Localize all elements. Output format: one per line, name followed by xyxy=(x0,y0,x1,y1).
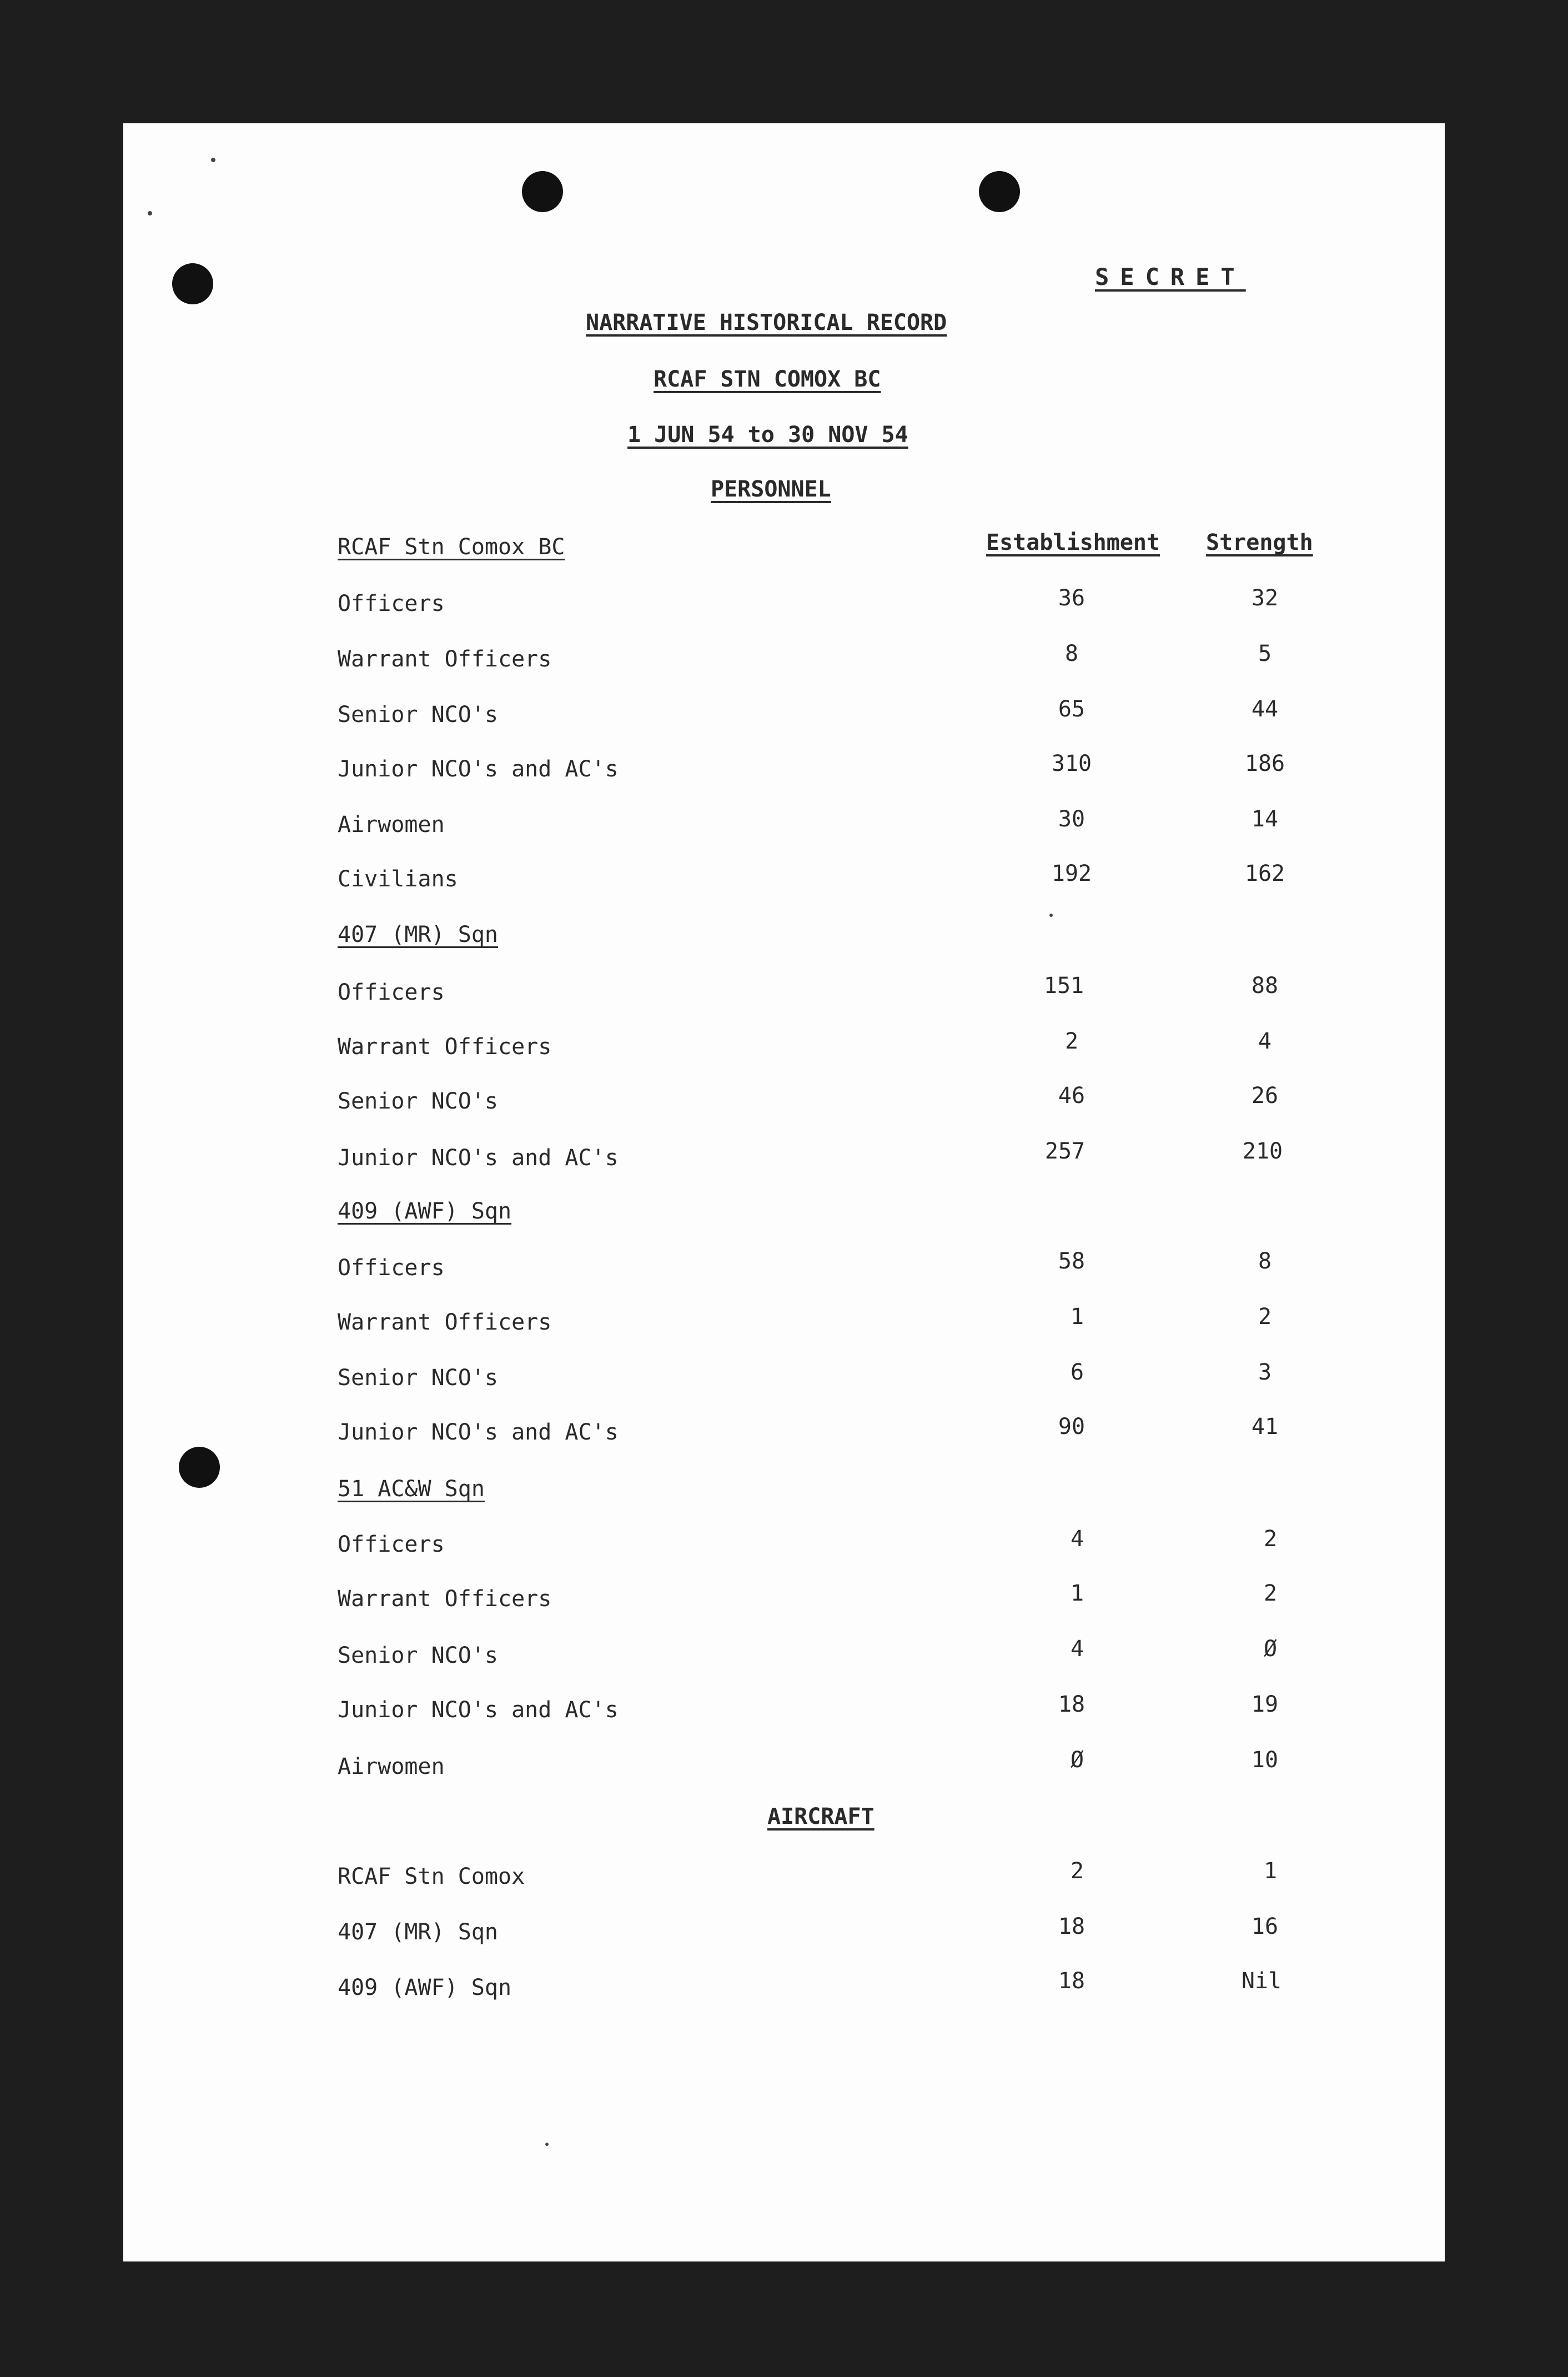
strength-value: 1 xyxy=(1263,1858,1278,1884)
strength-value: 32 xyxy=(1251,585,1279,611)
strength-value: 186 xyxy=(1244,751,1285,776)
speck xyxy=(148,211,152,215)
establishment-value: 18 xyxy=(1058,1914,1085,1939)
record-title: NARRATIVE HISTORICAL RECORD xyxy=(586,310,947,335)
punch-hole-icon xyxy=(179,1447,220,1488)
punch-hole-icon xyxy=(172,263,213,304)
row-label: Warrant Officers xyxy=(338,646,552,672)
section-title: 407 (MR) Sqn xyxy=(338,922,498,947)
establishment-value: 310 xyxy=(1051,751,1092,776)
row-label: Junior NCO's and AC's xyxy=(338,1697,619,1723)
strength-value: Ø xyxy=(1263,1636,1278,1662)
section-title: 409 (AWF) Sqn xyxy=(338,1198,512,1224)
punch-hole-icon xyxy=(979,171,1020,212)
strength-value: 88 xyxy=(1251,973,1279,999)
establishment-value: 46 xyxy=(1058,1083,1085,1109)
strength-value: 26 xyxy=(1251,1083,1279,1109)
strength-value: 44 xyxy=(1251,696,1279,722)
strength-value: 10 xyxy=(1251,1747,1279,1773)
establishment-value: 151 xyxy=(1043,973,1084,999)
establishment-value: 1 xyxy=(1070,1304,1084,1330)
establishment-value: 36 xyxy=(1058,585,1085,611)
strength-value: 14 xyxy=(1251,806,1279,832)
strength-value: 8 xyxy=(1258,1248,1272,1274)
establishment-value: 2 xyxy=(1064,1029,1079,1054)
establishment-value: 58 xyxy=(1058,1248,1085,1274)
section-title: 51 AC&W Sqn xyxy=(338,1476,485,1502)
strength-value: Nil xyxy=(1241,1968,1282,1994)
speck xyxy=(211,158,215,162)
establishment-value: 192 xyxy=(1051,861,1092,886)
row-label: Airwomen xyxy=(338,1754,445,1779)
row-label: Civilians xyxy=(338,866,458,892)
period-title: 1 JUN 54 to 30 NOV 54 xyxy=(627,422,908,448)
establishment-value: 18 xyxy=(1058,1692,1085,1717)
establishment-value: 18 xyxy=(1058,1968,1085,1994)
row-label: Senior NCO's xyxy=(338,1089,498,1114)
strength-column-header: Strength xyxy=(1206,530,1313,555)
secret-mark: SECRET xyxy=(1095,263,1246,290)
aircraft-title: AIRCRAFT xyxy=(767,1804,875,1829)
row-label: Warrant Officers xyxy=(338,1034,552,1060)
personnel-title: PERSONNEL xyxy=(711,477,831,502)
establishment-value: 8 xyxy=(1064,641,1079,666)
aircraft-row-label: RCAF Stn Comox xyxy=(338,1864,525,1889)
strength-value: 3 xyxy=(1258,1360,1272,1385)
strength-value: 2 xyxy=(1263,1526,1278,1552)
row-label: Junior NCO's and AC's xyxy=(338,1145,619,1171)
establishment-value: 4 xyxy=(1070,1526,1084,1552)
establishment-value: 257 xyxy=(1044,1139,1085,1164)
speck xyxy=(1049,914,1053,917)
establishment-value: 4 xyxy=(1070,1636,1084,1662)
station-title: RCAF STN COMOX BC xyxy=(654,367,881,392)
establishment-column-header: Establishment xyxy=(986,530,1160,555)
establishment-value: 65 xyxy=(1058,696,1085,722)
strength-value: 2 xyxy=(1258,1304,1272,1330)
establishment-value: 90 xyxy=(1058,1414,1085,1440)
section-title: RCAF Stn Comox BC xyxy=(338,534,565,560)
establishment-value: 6 xyxy=(1070,1360,1084,1385)
establishment-value: 30 xyxy=(1058,806,1085,832)
strength-value: 16 xyxy=(1251,1914,1279,1939)
row-label: Officers xyxy=(338,1532,445,1557)
strength-value: 4 xyxy=(1258,1029,1272,1054)
row-label: Warrant Officers xyxy=(338,1586,552,1612)
punch-hole-icon xyxy=(522,171,563,212)
row-label: Senior NCO's xyxy=(338,1643,498,1668)
strength-value: 19 xyxy=(1251,1692,1279,1717)
row-label: Officers xyxy=(338,980,445,1005)
strength-value: 5 xyxy=(1258,641,1272,666)
row-label: Warrant Officers xyxy=(338,1310,552,1335)
row-label: Junior NCO's and AC's xyxy=(338,1420,619,1445)
row-label: Airwomen xyxy=(338,812,445,838)
strength-value: 162 xyxy=(1244,861,1285,886)
row-label: Senior NCO's xyxy=(338,702,498,728)
establishment-value: Ø xyxy=(1070,1747,1084,1773)
strength-value: 41 xyxy=(1251,1414,1279,1440)
speck xyxy=(545,2143,549,2146)
strength-value: 2 xyxy=(1263,1581,1278,1606)
row-label: Officers xyxy=(338,591,445,616)
row-label: Junior NCO's and AC's xyxy=(338,756,619,782)
strength-value: 210 xyxy=(1242,1139,1283,1164)
row-label: Senior NCO's xyxy=(338,1365,498,1391)
aircraft-row-label: 409 (AWF) Sqn xyxy=(338,1975,512,2000)
establishment-value: 1 xyxy=(1070,1581,1084,1606)
establishment-value: 2 xyxy=(1070,1858,1084,1884)
row-label: Officers xyxy=(338,1255,445,1281)
aircraft-row-label: 407 (MR) Sqn xyxy=(338,1919,498,1945)
